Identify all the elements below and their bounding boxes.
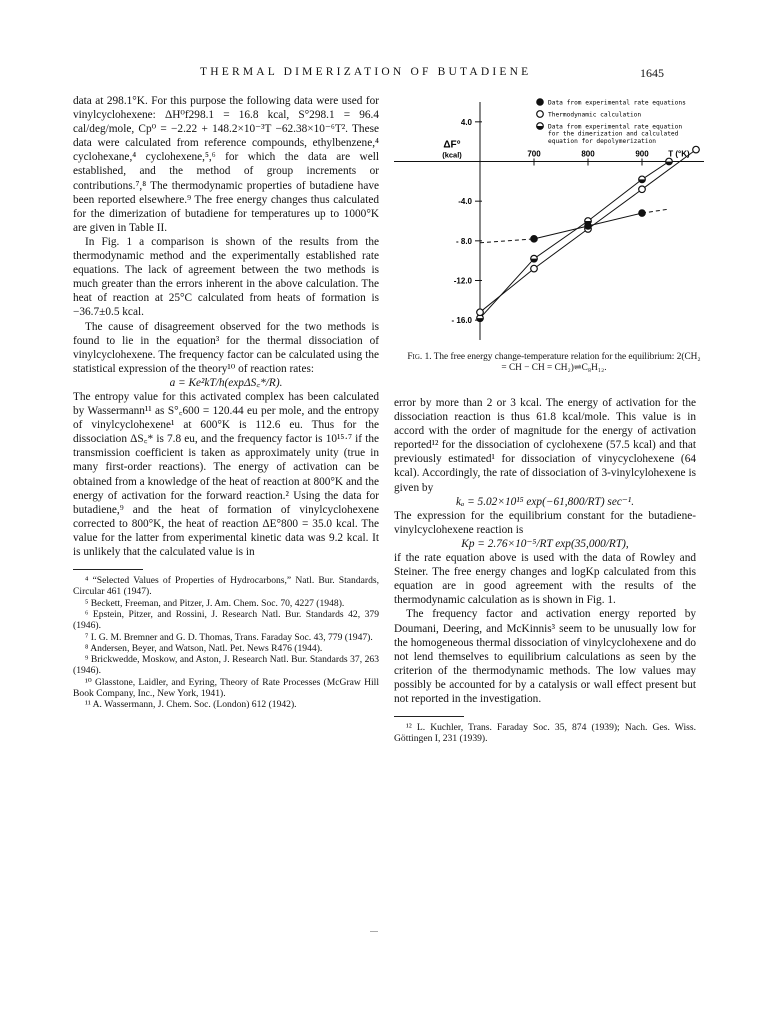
paragraph: data at 298.1°K. For this purpose the following data were used for vinylcyclohexene: ΔH⁰f298.1 = 16.8 kcal, S°298.1 = 96.4 cal/deg/mole, Cp⁰ = −2.22 + 148.2×10⁻³T −62.38×10⁻⁶T². These data were calculated from reference compounds, ethylbenzene,⁴ cyclohexane,⁴ cyclohexene,⁵,⁶ for which the data are well established, and the method of group increments or contributions.⁷,⁸ The thermodynamic properties of butadiene have been reported elsewhere.⁹ The free energy changes thus calculated for the dimerization of butadiene for temperatures up to 1000°K are given in Table II. [73,95,379,234]
figure-caption-text: The free energy change-temperature relation for the equilibrium: 2(CH₂ = CH − CH = CH₂)⇌C₈H₁₂. [433,352,701,373]
equation: Kp = 2.76×10⁻⁵/RT exp(35,000/RT), [461,537,629,550]
y-axis-unit: (kcal) [442,150,462,160]
legend-label: Data from experimental rate equations [548,99,686,107]
footnote: ⁹ Brickwedde, Moskow, and Aston, J. Research Natl. Bur. Standards 37, 263 (1946). [73,654,379,677]
scan-mark [370,931,378,932]
page-number: 1645 [640,66,664,80]
data-point [693,146,700,153]
legend-marker [537,99,544,106]
figure-label: Fig. 1. [407,352,432,362]
y-tick-label: - 8.0 [455,236,472,246]
data-point [639,186,646,193]
paragraph: The expression for the equilibrium constant for the butadiene-vinylcyclohexene reaction is [394,509,696,536]
legend-label-line: for the dimerization and calculated [548,130,679,138]
y-tick-label: - 16.0 [451,316,472,326]
paragraph: if the rate equation above is used with the data of Rowley and Steiner. The free energy changes and logKp calculated from this equation are in good agreement with the results of the thermodynamic calculation as is shown in Fig. 1. [394,552,696,607]
paragraph: The entropy value for this activated complex has been calculated by Wassermann¹¹ as S°꜀600 = 120.44 eu per mole, and the entropy of vinylcyclohexene¹ at 600°K is 112.6 eu. Thus for the dissociation ΔS꜀* is 7.8 eu, and the frequency factor is 10¹⁵·⁷ if the transmission coefficient is taken as approximately unity (true in many first-order reactions). The energy of activation can be obtained from a knowledge of the heat of reaction at 800°K and the energy of activation for the forward reaction.² Using the data for butadiene,⁹ and the heat of formation of vinylcyclohexene corrected to 800°K, the heat of reaction ΔE°800 = 35.0 kcal. The value for the latter from experimental kinetic data was 9.2 kcal. It is unlikely that the calculated value is in [73,390,379,558]
paragraph: In Fig. 1 a comparison is shown of the results from the thermodynamic method and the experimentally established rate equations. The lack of agreement between the two methods is much greater than the errors inherent in the above calculation. The heat of reaction at 25°C calculated from heats of formation is −36.7±0.5 kcal. [73,235,379,319]
left-column [73,94,379,711]
footnote: ¹⁰ Glasstone, Laidler, and Eyring, Theory of Rate Processes (McGraw Hill Book Company, Inc., New York, 1941). [73,676,379,700]
legend-label [548,124,682,145]
data-point [477,309,484,316]
page-header [0,66,768,82]
data-point [531,265,538,272]
footnote: ⁴ “Selected Values of Properties of Hydrocarbons,” Natl. Bur. Standards, Circular 461 (1947). [73,575,379,598]
footnote-rule [394,716,464,717]
paragraph: error by more than 2 or 3 kcal. The energy of activation for the dissociation reaction is thus 61.8 kcal/mole. This value is in accord with the order of magnitude for the energy of activation reported¹² for the dissociation of cyclohexene (57.5 kcal) and that previously estimated¹ for dissociation of vinycyclohexene (64 kcal). Accordingly, the rate of dissociation of 3-vinylcylohexene is given by [394,397,696,494]
footnote: ⁷ I. G. M. Bremner and G. D. Thomas, Trans. Faraday Soc. 43, 779 (1947). [85,631,373,643]
series-line-0 [480,162,669,319]
figure-1 [394,92,704,362]
y-tick-label: 4.0 [460,117,472,127]
x-tick-label: 900 [635,149,649,159]
footnote: ⁵ Beckett, Freeman, and Pitzer, J. Am. Chem. Soc. 70, 4227 (1948). [85,597,345,609]
footnote-rule [73,569,143,570]
legend-label-line: Data from experimental rate equation [548,123,683,131]
legend-label-line: equation for depolymerization [548,137,657,145]
footnote: ⁸ Andersen, Beyer, and Watson, Natl. Pet. News R476 (1944). [85,642,323,654]
series-line-3 [480,239,534,243]
y-tick-label: -12.0 [453,276,472,286]
equation: kₐ = 5.02×10¹⁵ exp(−61,800/RT) sec⁻¹. [455,495,635,508]
paragraph: The frequency factor and activation energy reported by Doumani, Deering, and McKinnis³ seem to be unusually low for the homogeneous thermal dissociation of vinylcyclohexene and do not lend themselves to equilibrium calculations as seen by the criterion of the thermodynamic methods. The low values may possibly be accounted for by a catalysis or wall effect present but not reported in the investigation. [394,608,696,705]
figure-caption [404,352,704,374]
y-axis-label: ΔF° [443,139,461,151]
series-line-4 [642,209,669,213]
legend-label: Thermodynamic calculation [548,111,642,119]
free-energy-chart [394,92,704,354]
running-title: THERMAL DIMERIZATION OF BUTADIENE [200,66,532,78]
data-point [585,223,592,230]
equation: a = Ke²kT/h(expΔS꜀*/R). [169,376,283,389]
legend-marker [537,111,544,118]
x-axis-label: T (°K) [668,149,690,159]
x-tick-label: 700 [527,149,541,159]
paragraph: The cause of disagreement observed for the two methods is found to lie in the equation³ for the thermal dissociation of vinylcyclohexene. The frequency factor can be calculated using the statistical expression of the theory¹⁰ of reaction rates: [73,320,379,375]
footnote: ⁶ Epstein, Pitzer, and Rossini, J. Research Natl. Bur. Standards 42, 379 (1946). [73,608,379,632]
y-tick-label: -4.0 [458,197,472,207]
footnote: ¹¹ A. Wassermann, J. Chem. Soc. (London) 612 (1942). [85,699,297,711]
footnote: ¹² L. Kuchler, Trans. Faraday Soc. 35, 874 (1939); Nach. Ges. Wiss. Göttingen I, 231 (1939). [394,722,696,745]
right-column [394,396,696,745]
x-tick-label: 800 [581,149,595,159]
